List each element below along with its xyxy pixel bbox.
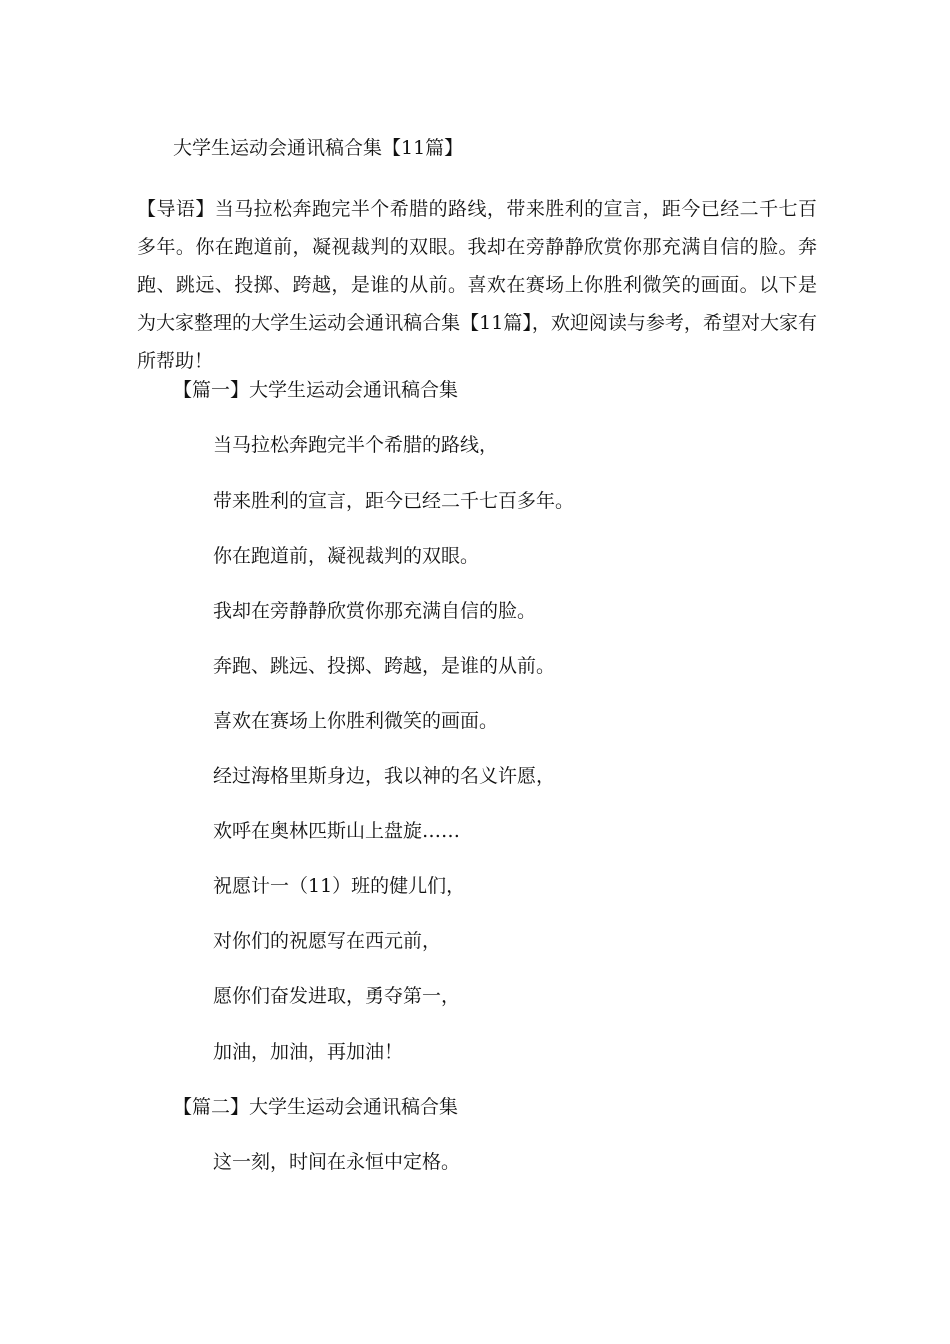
section-heading-1: 【篇一】大学生运动会通讯稿合集: [173, 379, 459, 401]
document-title: 大学生运动会通讯稿合集【11篇】: [173, 137, 464, 159]
poem-line: 带来胜利的宣言，距今已经二千七百多年。: [213, 490, 575, 512]
poem-line: 祝愿计一（11）班的健儿们，: [213, 875, 466, 897]
poem-line: 对你们的祝愿写在西元前，: [213, 930, 442, 952]
poem-line: 奔跑、跳远、投掷、跨越，是谁的从前。: [213, 655, 556, 677]
intro-paragraph: 【导语】当马拉松奔跑完半个希腊的路线，带来胜利的宣言，距今已经二千七百多年。你在跑道前，凝视裁判的双眼。我却在旁静静欣赏你那充满自信的脸。奔跑、跳远、投掷、跨越，是谁的从前。喜欢在赛场上你胜利微笑的画面。以下是为大家整理的大学生运动会通讯稿合集【11篇】，欢迎阅读与参考，希望对大家有所帮助！: [137, 198, 817, 372]
poem-line: 加油，加油，再加油！: [213, 1041, 404, 1063]
poem-line: 欢呼在奥林匹斯山上盘旋……: [213, 820, 461, 842]
poem-line: 我却在旁静静欣赏你那充满自信的脸。: [213, 600, 537, 622]
section-heading-2: 【篇二】大学生运动会通讯稿合集: [173, 1096, 459, 1118]
poem-line: 当马拉松奔跑完半个希腊的路线，: [213, 434, 499, 456]
poem-line: 这一刻，时间在永恒中定格。: [213, 1151, 461, 1173]
poem-line: 愿你们奋发进取，勇夺第一，: [213, 985, 461, 1007]
poem-line: 经过海格里斯身边，我以神的名义许愿，: [213, 765, 556, 787]
poem-line: 你在跑道前，凝视裁判的双眼。: [213, 545, 480, 567]
poem-line: 喜欢在赛场上你胜利微笑的画面。: [213, 710, 499, 732]
